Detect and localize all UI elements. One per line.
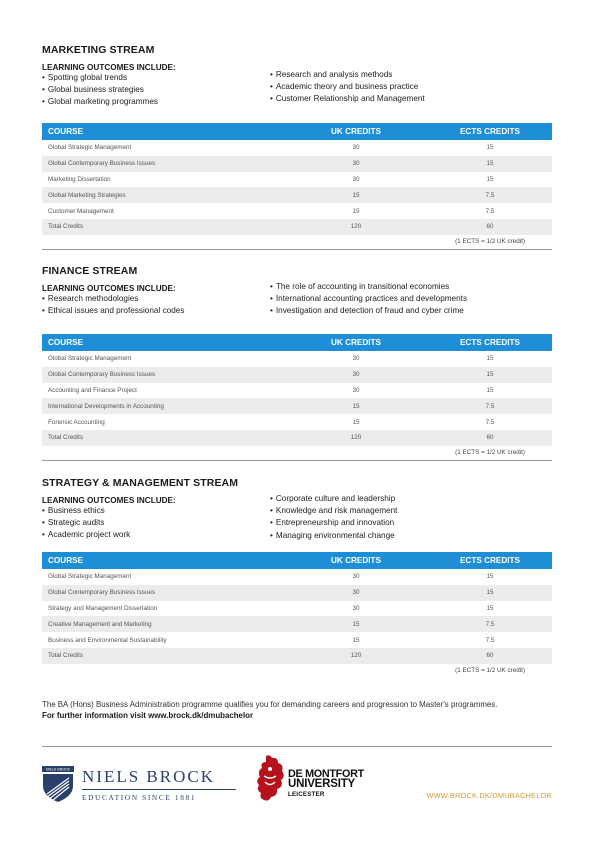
outcome-item: • Spotting global trends <box>42 72 158 84</box>
course-table <box>42 552 552 664</box>
header-course: COURSE <box>48 338 84 347</box>
uk-credits: 30 <box>352 604 360 612</box>
ects-credits: 15 <box>486 589 494 597</box>
outcome-item: • International accounting practices and developments <box>270 293 467 305</box>
outcomes-heading: LEARNING OUTCOMES INCLUDE: <box>42 63 176 72</box>
outcome-item: • Knowledge and risk management <box>270 505 397 517</box>
outcome-item: • Research methodologies <box>42 293 184 305</box>
table-row <box>42 156 552 172</box>
outcome-item: • Global marketing programmes <box>42 96 158 108</box>
outcome-item: • The role of accounting in transitional economies <box>270 281 467 293</box>
course-name: Creative Management and Marketing <box>48 620 152 628</box>
table-row <box>42 351 552 367</box>
table-header-row <box>42 123 552 140</box>
outcome-item: • Entrepreneurship and innovation <box>270 517 397 529</box>
uk-credits: 30 <box>352 160 360 168</box>
footer-info-link[interactable]: For further information visit www.brock.dk/dmubachelor <box>42 711 254 720</box>
niels-brock-emblem-icon <box>42 766 74 802</box>
ects-credits: 15 <box>486 573 494 581</box>
outcomes-heading: LEARNING OUTCOMES INCLUDE: <box>42 284 176 293</box>
outcome-item: • Research and analysis methods <box>270 69 425 81</box>
ects-credits: 15 <box>486 355 494 363</box>
niels-brock-wordmark: NIELS BROCK <box>82 767 215 786</box>
section-divider <box>42 249 552 250</box>
dmu-lion-emblem-icon <box>256 754 286 802</box>
header-uk-credits: UK CREDITS <box>330 556 382 565</box>
outcome-item: • Customer Relationship and Management <box>270 93 425 105</box>
outcomes-heading: LEARNING OUTCOMES INCLUDE: <box>42 496 176 505</box>
uk-credits: 120 <box>350 434 362 442</box>
ects-credits: 15 <box>486 144 494 152</box>
niels-brock-tagline: EDUCATION SINCE 1881 <box>82 793 197 802</box>
ects-credits: 7.5 <box>485 191 495 199</box>
course-name: Global Contemporary Business Issues <box>48 371 156 379</box>
outcome-item: • Investigation and detection of fraud and cyber crime <box>270 305 467 317</box>
learning-outcomes <box>42 284 552 332</box>
course-name: Global Strategic Management <box>48 573 132 581</box>
uk-credits: 30 <box>352 175 360 183</box>
ects-credits: 60 <box>486 223 494 231</box>
dmu-wordmark-line3: LEICESTER <box>288 791 325 798</box>
table-row <box>42 398 552 414</box>
outcome-item: • Managing environmental change <box>270 530 397 542</box>
course-name: Global Contemporary Business Issues <box>48 589 156 597</box>
table-row <box>42 140 552 156</box>
section-divider <box>42 460 552 461</box>
outcome-item: • Business ethics <box>42 505 130 517</box>
table-row <box>42 203 552 219</box>
table-row <box>42 616 552 632</box>
de-montfort-university-logo <box>256 754 386 804</box>
emblem-text: NIELS BROCK <box>45 767 71 772</box>
uk-credits: 30 <box>352 371 360 379</box>
header-ects-credits: ECTS CREDITS <box>459 556 521 565</box>
table-header-row <box>42 334 552 351</box>
table-row <box>42 367 552 383</box>
table-row-total <box>42 430 552 446</box>
ects-credits: 7.5 <box>485 620 495 628</box>
table-row-total <box>42 648 552 664</box>
outcomes-list-right <box>270 69 425 106</box>
course-name: Total Credits <box>48 434 83 442</box>
uk-credits: 30 <box>352 355 360 363</box>
table-row <box>42 601 552 617</box>
uk-credits: 30 <box>352 589 360 597</box>
table-row <box>42 569 552 585</box>
ects-credits: 7.5 <box>485 402 495 410</box>
ects-credits: 7.5 <box>485 418 495 426</box>
outcomes-list-left <box>42 293 184 317</box>
stream-title: MARKETING STREAM <box>42 44 155 56</box>
table-row-total <box>42 219 552 235</box>
uk-credits: 15 <box>352 636 360 644</box>
outcomes-list-left <box>42 505 130 542</box>
ects-credits: 7.5 <box>485 207 495 215</box>
uk-credits: 30 <box>352 573 360 581</box>
course-name: Customer Management <box>48 207 114 215</box>
course-name: Total Credits <box>48 223 83 231</box>
course-name: International Developments in Accounting <box>48 402 164 410</box>
stream-section-finance <box>42 265 552 461</box>
uk-credits: 120 <box>350 652 362 660</box>
uk-credits: 15 <box>352 620 360 628</box>
header-uk-credits: UK CREDITS <box>330 127 382 136</box>
footer-description: The BA (Hons) Business Administration programme qualifies you for demanding careers and progression to Master's programmes. <box>42 700 498 709</box>
niels-brock-logo <box>42 766 238 806</box>
ects-note: (1 ECTS = 1/2 UK credit) <box>455 448 525 456</box>
stream-section-strategy-management <box>42 477 552 674</box>
dmu-wordmark-line2: UNIVERSITY <box>288 778 356 790</box>
table-row <box>42 172 552 188</box>
ects-credits: 7.5 <box>485 636 495 644</box>
ects-credits: 60 <box>486 652 494 660</box>
stream-title: FINANCE STREAM <box>42 265 138 277</box>
course-name: Accounting and Finance Project <box>48 386 137 394</box>
ects-note: (1 ECTS = 1/2 UK credit) <box>455 237 525 245</box>
course-name: Business and Environmental Sustainability <box>48 636 167 644</box>
ects-credits: 15 <box>486 371 494 379</box>
stream-title: STRATEGY & MANAGEMENT STREAM <box>42 477 239 489</box>
ects-credits: 60 <box>486 434 494 442</box>
course-name: Marketing Dissertation <box>48 175 111 183</box>
ects-note: (1 ECTS = 1/2 UK credit) <box>455 666 525 674</box>
ects-credits: 15 <box>486 386 494 394</box>
table-row <box>42 632 552 648</box>
uk-credits: 120 <box>350 223 362 231</box>
course-name: Global Strategic Management <box>48 355 132 363</box>
outcomes-list-right <box>270 493 397 542</box>
course-table <box>42 334 552 446</box>
ects-credits: 15 <box>486 175 494 183</box>
outcomes-list-right <box>270 281 467 318</box>
table-row <box>42 383 552 399</box>
footer-text <box>42 699 554 721</box>
outcome-item: • Ethical issues and professional codes <box>42 305 184 317</box>
course-name: Global Contemporary Business Issues <box>48 160 156 168</box>
ects-credits: 15 <box>486 160 494 168</box>
footer-url-link[interactable]: WWW.BROCK.DK/DMUBACHELOR <box>426 791 552 800</box>
header-ects-credits: ECTS CREDITS <box>459 127 521 136</box>
uk-credits: 15 <box>352 207 360 215</box>
outcome-item: • Global business strategies <box>42 84 158 96</box>
header-ects-credits: ECTS CREDITS <box>459 338 521 347</box>
outcome-item: • Strategic audits <box>42 517 130 529</box>
course-name: Strategy and Management Dissertation <box>48 604 158 612</box>
dmu-wordmark-line1: DE MONTFORT <box>288 768 364 780</box>
table-row <box>42 414 552 430</box>
footer-divider <box>42 746 552 747</box>
uk-credits: 30 <box>352 386 360 394</box>
course-name: Total Credits <box>48 652 83 660</box>
table-row <box>42 187 552 203</box>
outcome-item: • Academic project work <box>42 529 130 541</box>
header-uk-credits: UK CREDITS <box>330 338 382 347</box>
course-name: Global Marketing Strategies <box>48 191 126 199</box>
ects-credits: 15 <box>486 604 494 612</box>
table-row <box>42 585 552 601</box>
uk-credits: 15 <box>352 402 360 410</box>
outcomes-list-left <box>42 72 158 109</box>
course-name: Global Strategic Management <box>48 144 132 152</box>
learning-outcomes <box>42 63 552 111</box>
uk-credits: 15 <box>352 191 360 199</box>
uk-credits: 30 <box>352 144 360 152</box>
course-table <box>42 123 552 235</box>
learning-outcomes <box>42 496 552 550</box>
uk-credits: 15 <box>352 418 360 426</box>
wordmark-underline <box>82 789 236 790</box>
course-name: Forensic Accounting <box>48 418 105 426</box>
table-header-row <box>42 552 552 569</box>
stream-section-marketing <box>42 44 552 250</box>
outcome-item: • Corporate culture and leadership <box>270 493 397 505</box>
header-course: COURSE <box>48 556 84 565</box>
header-course: COURSE <box>48 127 84 136</box>
outcome-item: • Academic theory and business practice <box>270 81 425 93</box>
